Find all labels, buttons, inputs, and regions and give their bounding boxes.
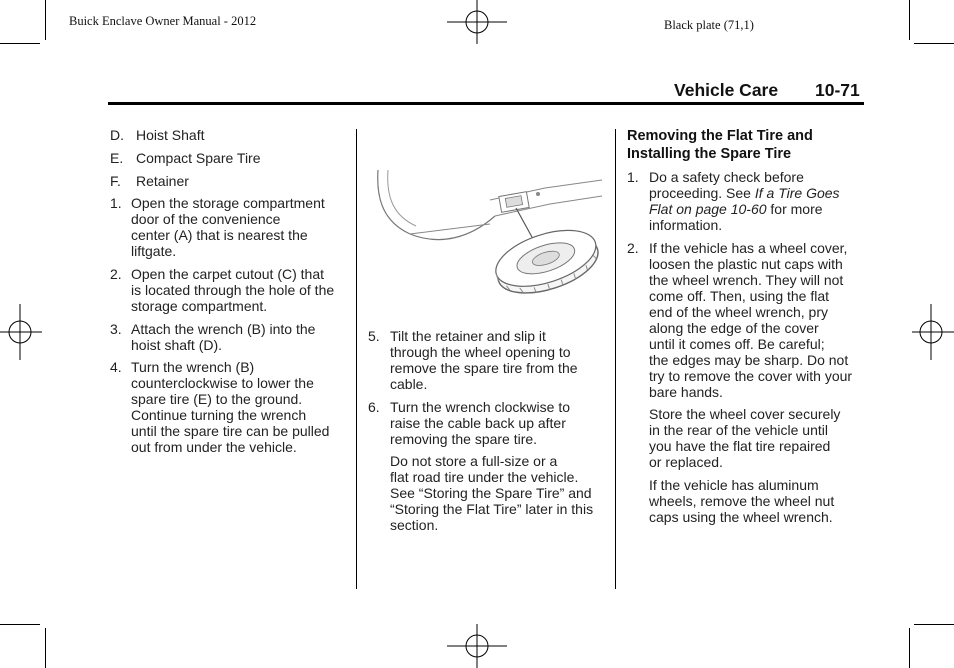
legend-text: Compact Spare Tire	[136, 150, 261, 166]
legend-item	[110, 173, 350, 189]
step-text: Tilt the retainer and slip it through the wheel opening to remove the spare tire from the cable.	[390, 328, 578, 392]
step-item	[110, 321, 350, 353]
legend-item	[110, 150, 350, 166]
crop-mark	[909, 628, 910, 668]
legend-text: Hoist Shaft	[136, 127, 205, 143]
column-divider	[356, 129, 357, 589]
step-text: Do a safety check before proceeding. See If a Tire Goes Flat on page 10-60 for more information.	[649, 169, 840, 233]
cross-reference-link[interactable]: If a Tire Goes	[754, 185, 840, 201]
step-item	[110, 195, 350, 259]
step-number: 2.	[627, 240, 639, 256]
crop-mark	[0, 43, 40, 44]
step-number: 2.	[110, 266, 122, 282]
step-number: 6.	[368, 399, 380, 415]
crop-mark	[45, 628, 46, 668]
crop-mark	[909, 0, 910, 40]
registration-mark-icon	[447, 0, 507, 50]
legend-letter: F.	[110, 173, 121, 189]
page-number: 10-71	[815, 80, 860, 100]
spare-tire-illustration	[370, 160, 610, 300]
section-heading: Removing the Flat Tire and Installing the Spare Tire	[627, 128, 813, 162]
legend-letter: E.	[110, 150, 124, 166]
plate-label: Black plate (71,1)	[664, 18, 754, 32]
step-number: 3.	[110, 321, 122, 337]
step-number: 5.	[368, 328, 380, 344]
crop-mark	[914, 43, 954, 44]
step-item	[110, 266, 350, 314]
legend-text: Retainer	[136, 173, 189, 189]
legend-item	[110, 127, 350, 143]
step-text: Turn the wrench (B) counterclockwise to lower the spare tire (E) to the ground. Continue turning the wrench until the spare tire can be pulled out from under the vehicle.	[131, 359, 330, 455]
step-item	[368, 399, 608, 447]
step-number: 1.	[110, 195, 122, 211]
registration-mark-icon	[0, 302, 44, 362]
body-paragraph: Store the wheel cover securely in the rear of the vehicle until you have the flat tire repaired or replaced.	[649, 406, 841, 470]
crop-mark	[914, 624, 954, 625]
step-text: If the vehicle has a wheel cover, loosen the plastic nut caps with the wheel wrench. They will not come off. Then, using the flat end of the wheel wrench, pry along the edge of the cover until it comes off. Be careful; the edges may be sharp. Do not try to remove the cover with your bare hands.	[649, 240, 853, 400]
note-paragraph: Do not store a full-size or a flat road tire under the vehicle. See “Storing the Spare Tire” and “Storing the Flat Tire” later in this section.	[390, 453, 594, 533]
header-rule	[108, 102, 864, 105]
cross-reference-link[interactable]: Flat on page 10-60	[649, 201, 767, 217]
step-text: Open the carpet cutout (C) that is located through the hole of the storage compartment.	[131, 266, 335, 314]
legend-letter: D.	[110, 127, 124, 143]
step-item	[368, 328, 608, 392]
step-item	[627, 240, 867, 400]
step-item	[110, 359, 350, 455]
step-number: 1.	[627, 169, 639, 185]
manual-title: Buick Enclave Owner Manual - 2012	[69, 14, 257, 28]
body-paragraph: If the vehicle has aluminum wheels, remove the wheel nut caps using the wheel wrench.	[649, 477, 835, 525]
registration-mark-icon	[447, 622, 507, 668]
crop-mark	[45, 0, 46, 40]
crop-mark	[0, 624, 40, 625]
section-title: Vehicle Care	[674, 80, 779, 100]
step-item	[627, 169, 867, 233]
step-text: Attach the wrench (B) into the hoist shaft (D).	[131, 321, 316, 353]
step-text: Turn the wrench clockwise to raise the cable back up after removing the spare tire.	[390, 399, 570, 447]
step-text: Open the storage compartment door of the convenience center (A) that is nearest the liftgate.	[131, 195, 325, 259]
step-number: 4.	[110, 359, 122, 375]
column-divider	[615, 129, 616, 589]
registration-mark-icon	[910, 302, 954, 362]
